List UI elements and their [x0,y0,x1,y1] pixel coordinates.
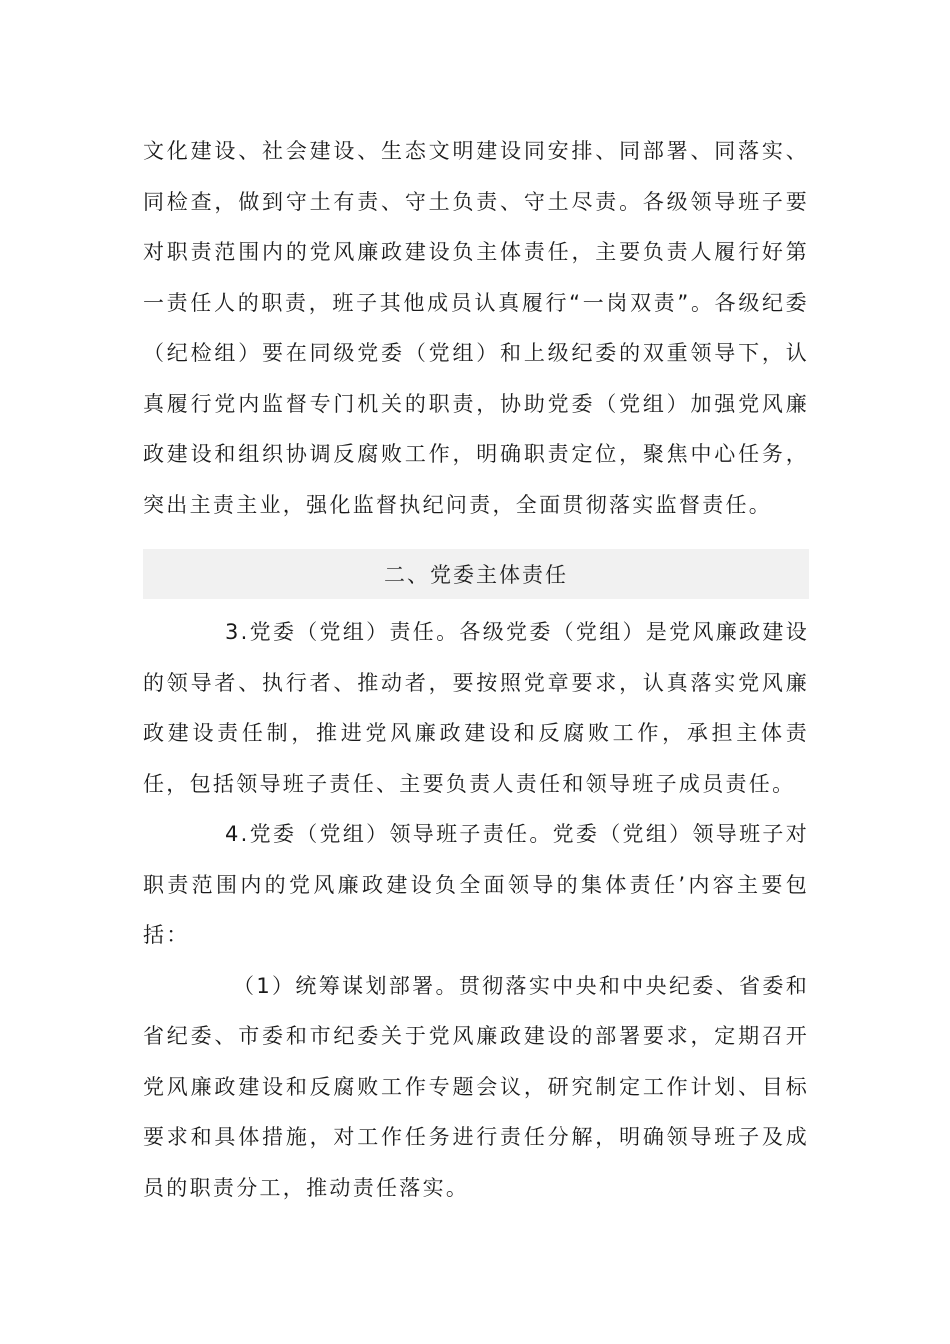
section-heading: 二、党委主体责任 [143,549,809,599]
paragraph-continuation: 文化建设、社会建设、生态文明建设同安排、同部署、同落实、同检查，做到守土有责、守土负责、守土尽责。各级领导班子要对职责范围内的党风廉政建设负主体责任，主要负责人履行好第一责任人的职责，班子其他成员认真履行“一岗双责”。各级纪委（纪检组）要在同级党委（党组）和上级纪委的双重领导下，认真履行党内监督专门机关的职责，协助党委（党组）加强党风廉政建设和组织协调反腐败工作，明确职责定位，聚焦中心任务，突出主责主业，强化监督执纪问责，全面贯彻落实监督责任。 [143,139,809,517]
item-3-party-committee-responsibility: 3.党委（党组）责任。各级党委（党组）是党风廉政建设的领导者、执行者、推动者，要按照党章要求，认真落实党风廉政建设责任制，推进党风廉政建设和反腐败工作，承担主体责任，包括领导班子责任、主要负责人责任和领导班子成员责任。 [143,620,809,796]
item-4-1-overall-planning: （1）统筹谋划部署。贯彻落实中央和中央纪委、省委和省纪委、市委和市纪委关于党风廉政建设的部署要求，定期召开党风廉政建设和反腐败工作专题会议，研究制定工作计划、目标要求和具体措施，对工作任务进行责任分解，明确领导班子及成员的职责分工，推动责任落实。 [143,973,809,1200]
document-body [143,126,809,1213]
item-4-leadership-team-responsibility: 4.党委（党组）领导班子责任。党委（党组）领导班子对职责范围内的党风廉政建设负全面领导的集体责任’内容主要包括： [143,822,809,947]
